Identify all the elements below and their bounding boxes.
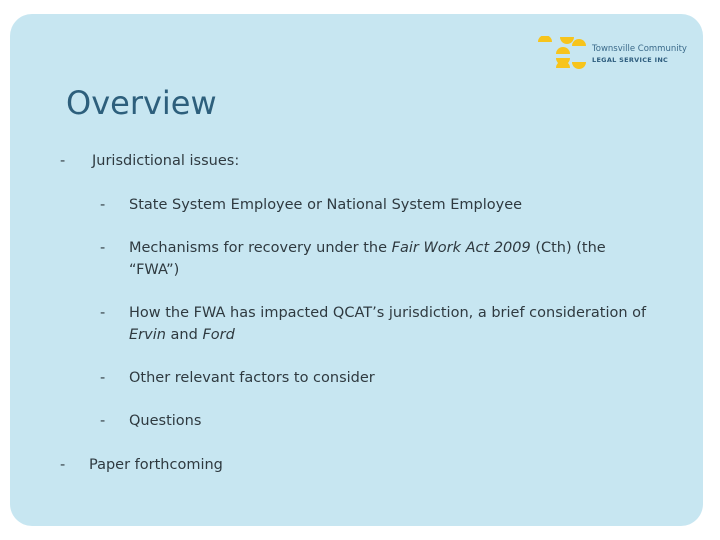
logo — [538, 36, 698, 76]
bullet-dash: - — [60, 457, 66, 473]
case-ervin: Ervin — [129, 327, 166, 343]
bullet-dash: - — [100, 240, 106, 256]
slide-title: Overview — [66, 84, 217, 122]
logo-text — [592, 44, 687, 66]
bullet-text: Other relevant factors to consider — [129, 370, 375, 386]
logo-line2: LEGAL SERVICE INC — [592, 56, 669, 64]
text-part: and — [165, 327, 203, 343]
bullet-text: Jurisdictional issues: — [92, 153, 240, 169]
bullet-text: State System Employee or National System Employee — [129, 197, 523, 213]
bullet-dash: - — [100, 305, 106, 321]
text-line1: How the FWA has impacted QCAT’s jurisdiction, a brief consideration of — [129, 305, 647, 321]
act-name: Fair Work Act 2009 — [391, 240, 531, 256]
case-ford: Ford — [202, 327, 235, 343]
text-part: Mechanisms for recovery under the — [129, 240, 392, 256]
bullet-text — [129, 302, 689, 346]
bullet-text: Paper forthcoming — [89, 457, 223, 473]
text-part: (Cth) (the — [530, 240, 606, 256]
bullet-text — [129, 237, 669, 281]
bullet-dash: - — [100, 413, 106, 429]
bullet-dash: - — [100, 197, 106, 213]
logo-line1: Townsville Community — [592, 44, 687, 54]
logo-mark-icon — [538, 36, 588, 76]
bullet-dash: - — [60, 153, 66, 169]
bullet-dash: - — [100, 370, 106, 386]
text-line2: “FWA”) — [129, 262, 180, 278]
bullet-text: Questions — [129, 413, 202, 429]
